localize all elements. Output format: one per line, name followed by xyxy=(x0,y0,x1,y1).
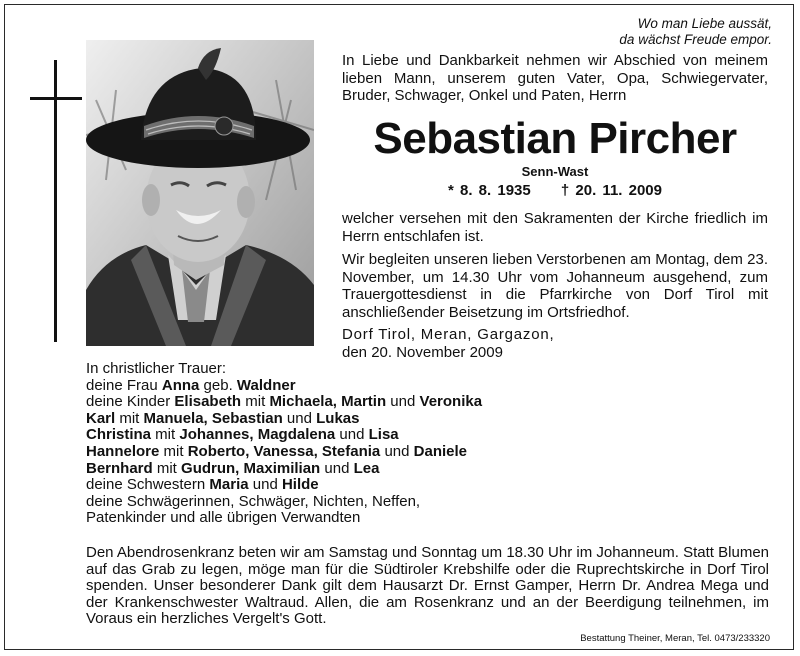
sacraments-paragraph: welcher versehen mit den Sakramenten der Kirche friedlich im Herrn entschlafen ist. xyxy=(342,210,768,245)
funeral-paragraph: Wir begleiten unseren lieben Verstorbenen am Montag, dem 23. November, um 14.30 Uhr vom Johanneum ausgehend, zum Trauergottesdienst in die Pfarrkirche von Dorf Tirol mit anschließender Beisetzung im Ortsfriedhof. xyxy=(342,251,768,321)
mourners-heading: In christlicher Trauer: xyxy=(86,360,227,377)
mourner-wife: deine Frau Anna geb. Waldner xyxy=(86,376,296,394)
mourner-children: deine Kinder Elisabeth mit Michaela, Martin und Veronika xyxy=(86,393,483,411)
birth-date: * 8. 8. 1935 xyxy=(448,182,531,199)
funeral-home-footer: Bestattung Theiner, Meran, Tel. 0473/233320 xyxy=(580,633,770,644)
deceased-nickname: Senn-Wast xyxy=(521,164,589,179)
mourner-bernhard: Bernhard mit Gudrun, Maximilian und Lea xyxy=(86,459,380,477)
mourner-christina: Christina mit Johannes, Magdalena und Lisa xyxy=(86,426,399,444)
mourner-sisters: deine Schwestern Maria und Hilde xyxy=(86,476,319,494)
closing-paragraph: Den Abendrosenkranz beten wir am Samstag und Sonntag um 18.30 Uhr im Johanneum. Statt Blumen auf das Grab zu legen, möge man für die Südtiroler Krebshilfe oder die Ruprechtskirche in Dorf Tirol spenden. Unser besonderer Dank gilt dem Hausarzt Dr. Ernst Gamper, Herrn Dr. Andrea Mega und der Krankenschwester Waltraud. Allen, die am Rosenkranz und an der Beerdigung teilnehmen, im Voraus ein herzliches Vergelt's Gott. xyxy=(86,544,769,627)
life-dates xyxy=(342,182,768,200)
mourner-others: Patenkinder und alle übrigen Verwandten xyxy=(86,509,361,527)
mourner-karl: Karl mit Manuela, Sebastian und Lukas xyxy=(86,409,360,427)
mourner-hannelore: Hannelore mit Roberto, Vanessa, Stefania und Daniele xyxy=(86,442,468,460)
intro-text: In Liebe und Dankbarkeit nehmen wir Abschied von meinem lieben Mann, unserem guten Vater, Opa, Schwiegervater, Bruder, Schwager, Onkel und Paten, Herrn xyxy=(342,52,768,104)
places: Dorf Tirol, Meran, Gargazon, xyxy=(342,326,555,343)
motto-line-1: Wo man Liebe aussät, xyxy=(637,16,772,31)
motto xyxy=(619,16,772,48)
motto-line-2: da wächst Freude empor. xyxy=(619,32,772,47)
mourner-inlaws: deine Schwägerinnen, Schwäger, Nichten, Neffen, xyxy=(86,492,421,510)
death-date: † 20. 11. 2009 xyxy=(560,182,662,199)
mourners-list xyxy=(86,361,536,527)
place-date xyxy=(342,326,768,361)
portrait-photo xyxy=(86,40,314,346)
notice-date: den 20. November 2009 xyxy=(342,343,503,361)
deceased-name: Sebastian Pircher xyxy=(373,114,737,163)
